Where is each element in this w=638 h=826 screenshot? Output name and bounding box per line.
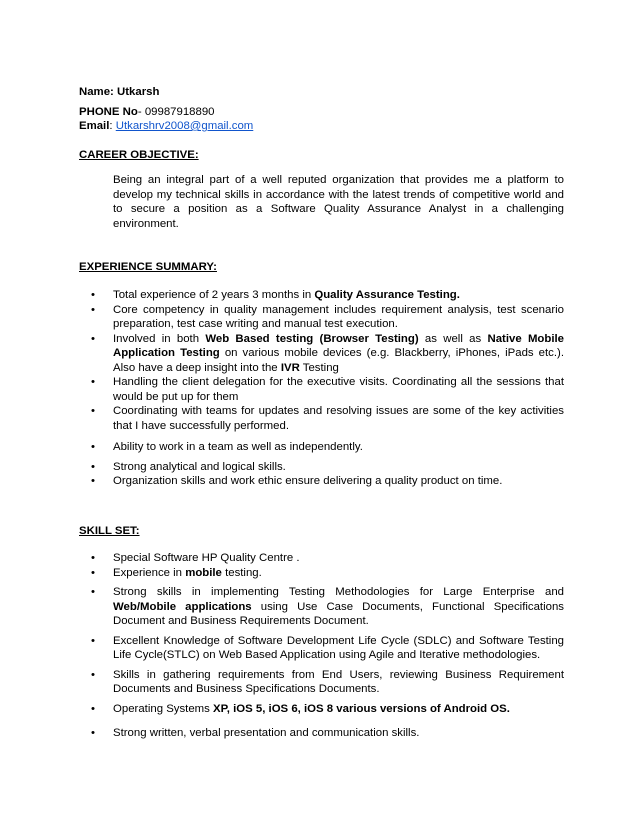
skill-list [79, 551, 564, 741]
experience-item [79, 288, 564, 303]
bullet-icon: • [91, 441, 95, 453]
email-separator: : [109, 120, 116, 132]
bullet-icon: • [91, 460, 95, 473]
skill-item [79, 702, 564, 717]
experience-item [79, 460, 564, 475]
bullet-icon: • [91, 552, 95, 564]
item-text: Handling the client delegation for the executive visits. Coordinating all the sessions that would be put up for them [113, 376, 564, 403]
phone-value: - 09987918890 [137, 106, 215, 118]
skill-item [79, 585, 564, 629]
bold-text: Native Mobile Application Testing [113, 332, 565, 359]
skill-item [79, 726, 564, 741]
item-text: Organization skills and work ethic ensure delivering a quality product on time. [113, 475, 503, 487]
bold-text: Web Based testing (Browser Testing) [205, 332, 419, 345]
phone-label: PHONE No [79, 106, 138, 118]
item-text: Testing [299, 361, 339, 374]
name-label: Name: [79, 86, 114, 98]
item-text: Excellent Knowledge of Software Development Life Cycle (SDLC) and Software Testing Life Cycle(STLC) on Web Based Application using Agile and Iterative methodologies. [113, 634, 564, 661]
item-text: Operating Systems [113, 702, 214, 715]
experience-list [79, 288, 564, 489]
bold-text: Quality Assurance Testing. [314, 289, 460, 301]
career-objective-text: Being an integral part of a well reputed organization that provides me a platform to develop my technical skills in accordance with the latest trends of competitive world and to secure a position as a Software Quality Assurance Analyst in a challenging environment. [113, 174, 564, 230]
email-label: Email [79, 120, 110, 132]
item-text: Skills in gathering requirements from End Users, reviewing Business Requirement Documents and Business Specifications Documents. [113, 668, 564, 695]
item-text: Special Software HP Quality Centre . [113, 552, 300, 564]
bold-text: IVR [280, 361, 300, 374]
skill-item [79, 634, 564, 663]
item-text: Involved in both [113, 332, 206, 345]
bullet-icon: • [91, 475, 95, 487]
experience-item [79, 440, 564, 455]
phone-line [79, 105, 215, 120]
item-text: Strong written, verbal presentation and communication skills. [113, 727, 420, 739]
item-text: Coordinating with teams for updates and resolving issues are some of the key activities that I have successfully performed. [113, 405, 564, 432]
name-value: Utkarsh [117, 86, 160, 98]
experience-item [79, 332, 564, 376]
bold-text: Web/Mobile applications [113, 600, 252, 613]
item-text: on various mobile devices (e.g. Blackberry, iPhones, iPads etc.). Also have a deep insight into the [113, 347, 564, 374]
item-text: Core competency in quality management includes requirement analysis, test scenario preparation, test case writing and manual test execution. [113, 303, 564, 330]
item-text: testing. [221, 566, 262, 579]
bullet-icon: • [91, 702, 95, 715]
skill-item [79, 551, 564, 566]
bullet-icon: • [91, 376, 95, 388]
bullet-icon: • [91, 332, 95, 345]
experience-summary-heading: EXPERIENCE SUMMARY: [79, 261, 217, 273]
item-text: Ability to work in a team as well as independently. [113, 441, 363, 453]
bullet-icon: • [91, 405, 95, 417]
skill-item [79, 566, 564, 581]
bullet-icon: • [91, 303, 95, 316]
bullet-icon: • [91, 566, 95, 579]
item-text: Total experience of 2 years 3 months in [113, 289, 315, 301]
career-objective-heading: CAREER OBJECTIVE: [79, 149, 199, 161]
skill-item [79, 668, 564, 697]
experience-item [79, 303, 564, 332]
item-text: Strong analytical and logical skills. [113, 460, 286, 473]
experience-item [79, 375, 564, 404]
bold-text: mobile [185, 566, 222, 579]
bold-text: XP, iOS 5, iOS 6, iOS 8 various versions of Android OS. [213, 702, 510, 715]
item-text: Strong skills in implementing Testing Methodologies for Large Enterprise and [113, 586, 564, 598]
name-line [79, 85, 159, 100]
item-text: as well as [418, 332, 488, 345]
item-text: using Use Case Documents, Functional Specifications Document and Business Requirements Document. [113, 600, 564, 627]
experience-item [79, 474, 564, 489]
email-line [79, 119, 253, 134]
skill-set-heading: SKILL SET: [79, 525, 140, 537]
bullet-icon: • [91, 727, 95, 739]
bullet-icon: • [91, 289, 95, 301]
item-text: Experience in [113, 566, 186, 579]
bullet-icon: • [91, 668, 95, 681]
experience-item [79, 404, 564, 433]
email-link[interactable]: Utkarshrv2008@gmail.com [115, 120, 254, 132]
bullet-icon: • [91, 634, 95, 647]
bullet-icon: • [91, 586, 95, 598]
